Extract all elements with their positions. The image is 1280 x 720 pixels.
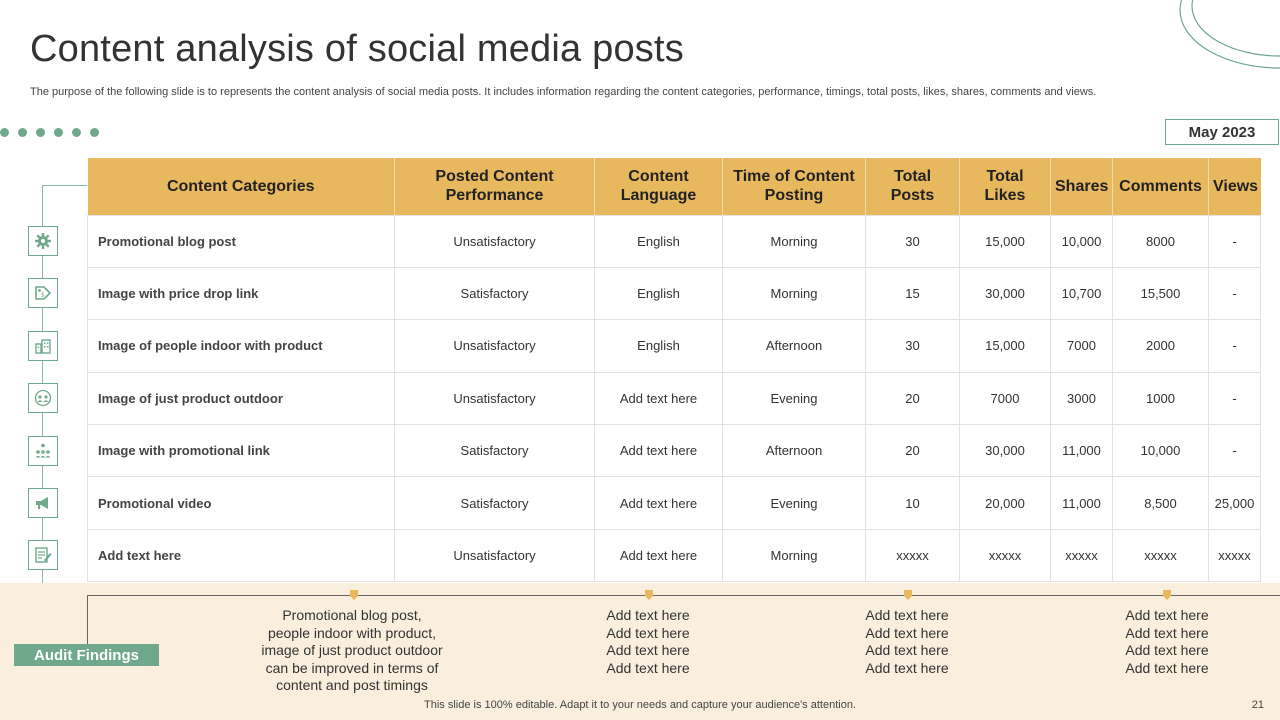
finding-marker-icon	[645, 590, 653, 600]
language-cell: Add text here	[595, 372, 723, 424]
table-row	[88, 267, 1261, 319]
table-row	[88, 215, 1261, 267]
likes-cell: 15,000	[960, 215, 1051, 267]
category-cell: Image of people indoor with product	[88, 320, 395, 372]
finding-line: Add text here	[865, 642, 949, 659]
finding-marker-icon	[1163, 590, 1171, 600]
finding-block	[1087, 607, 1247, 677]
finding-line: Add text here	[865, 607, 949, 623]
comments-cell: xxxxx	[1113, 529, 1209, 581]
views-cell: -	[1209, 372, 1261, 424]
shares-cell: 10,000	[1051, 215, 1113, 267]
page-subtitle: The purpose of the following slide is to represents the content analysis of social media posts. It includes information regarding the content categories, performance, timings, total posts, likes, shares, comments and views.	[30, 86, 1097, 98]
views-cell: -	[1209, 215, 1261, 267]
page-number: 21	[1251, 699, 1264, 711]
column-header: Content Language	[595, 158, 723, 215]
column-header: Total Posts	[866, 158, 960, 215]
category-cell: Promotional blog post	[88, 215, 395, 267]
content-analysis-table	[87, 158, 1261, 582]
time-cell: Morning	[723, 267, 866, 319]
posts-cell: 15	[866, 267, 960, 319]
finding-block	[827, 607, 987, 677]
date-badge: May 2023	[1165, 119, 1279, 145]
comments-cell: 15,500	[1113, 267, 1209, 319]
comments-cell: 1000	[1113, 372, 1209, 424]
gear-icon	[28, 226, 58, 256]
comments-cell: 10,000	[1113, 425, 1209, 477]
category-cell: Image of just product outdoor	[88, 372, 395, 424]
table-row	[88, 477, 1261, 529]
category-cell: Image with promotional link	[88, 425, 395, 477]
time-cell: Evening	[723, 372, 866, 424]
posts-cell: 20	[866, 425, 960, 477]
finding-line: Promotional blog post,	[282, 607, 422, 623]
finding-block	[568, 607, 728, 677]
shares-cell: 11,000	[1051, 477, 1113, 529]
column-header: Shares	[1051, 158, 1113, 215]
icon-connector-branch	[42, 185, 87, 186]
views-cell: -	[1209, 425, 1261, 477]
finding-line: Add text here	[606, 659, 690, 676]
performance-cell: Satisfactory	[395, 477, 595, 529]
category-cell: Add text here	[88, 529, 395, 581]
finding-line: Add text here	[606, 607, 690, 623]
audit-findings-label: Audit Findings	[14, 644, 159, 666]
megaphone-icon	[28, 488, 58, 518]
shares-cell: 3000	[1051, 372, 1113, 424]
finding-line: can be improved in terms of	[265, 659, 439, 676]
finding-line: Add text here	[1125, 624, 1209, 641]
finding-line: image of just product outdoor	[261, 642, 443, 659]
column-header: Posted Content Performance	[395, 158, 595, 215]
language-cell: Add text here	[595, 425, 723, 477]
column-header: Time of Content Posting	[723, 158, 866, 215]
category-cell: Image with price drop link	[88, 267, 395, 319]
shares-cell: 10,700	[1051, 267, 1113, 319]
finding-line: Add text here	[865, 624, 949, 641]
table-row	[88, 425, 1261, 477]
findings-timeline-line	[87, 595, 1280, 596]
column-header: Comments	[1113, 158, 1209, 215]
posts-cell: 20	[866, 372, 960, 424]
time-cell: Afternoon	[723, 425, 866, 477]
table-row	[88, 320, 1261, 372]
posts-cell: 30	[866, 320, 960, 372]
performance-cell: Unsatisfactory	[395, 215, 595, 267]
table-row	[88, 372, 1261, 424]
likes-cell: 20,000	[960, 477, 1051, 529]
performance-cell: Satisfactory	[395, 425, 595, 477]
language-cell: English	[595, 215, 723, 267]
people-network-icon	[28, 436, 58, 466]
decorative-dots	[0, 128, 99, 137]
performance-cell: Unsatisfactory	[395, 372, 595, 424]
views-cell: -	[1209, 267, 1261, 319]
building-icon	[28, 331, 58, 361]
column-header: Total Likes	[960, 158, 1051, 215]
performance-cell: Unsatisfactory	[395, 529, 595, 581]
language-cell: Add text here	[595, 477, 723, 529]
table-row	[88, 529, 1261, 581]
language-cell: English	[595, 320, 723, 372]
shares-cell: 7000	[1051, 320, 1113, 372]
language-cell: Add text here	[595, 529, 723, 581]
likes-cell: 30,000	[960, 425, 1051, 477]
likes-cell: 7000	[960, 372, 1051, 424]
category-cell: Promotional video	[88, 477, 395, 529]
comments-cell: 8,500	[1113, 477, 1209, 529]
finding-marker-icon	[350, 590, 358, 600]
team-cycle-icon	[28, 383, 58, 413]
posts-cell: 10	[866, 477, 960, 529]
posts-cell: xxxxx	[866, 529, 960, 581]
performance-cell: Unsatisfactory	[395, 320, 595, 372]
finding-line: Add text here	[865, 659, 949, 676]
finding-line: Add text here	[606, 642, 690, 659]
finding-marker-icon	[904, 590, 912, 600]
time-cell: Morning	[723, 215, 866, 267]
footer-note: This slide is 100% editable. Adapt it to your needs and capture your audience's attention.	[424, 699, 856, 711]
comments-cell: 8000	[1113, 215, 1209, 267]
likes-cell: xxxxx	[960, 529, 1051, 581]
comments-cell: 2000	[1113, 320, 1209, 372]
page-title: Content analysis of social media posts	[30, 28, 684, 70]
time-cell: Afternoon	[723, 320, 866, 372]
likes-cell: 15,000	[960, 320, 1051, 372]
views-cell: xxxxx	[1209, 529, 1261, 581]
price-tag-icon	[28, 278, 58, 308]
shares-cell: xxxxx	[1051, 529, 1113, 581]
time-cell: Evening	[723, 477, 866, 529]
views-cell: -	[1209, 320, 1261, 372]
views-cell: 25,000	[1209, 477, 1261, 529]
finding-line: Add text here	[1125, 607, 1209, 623]
finding-line: content and post timings	[276, 677, 428, 694]
findings-timeline-connector	[87, 595, 88, 645]
time-cell: Morning	[723, 529, 866, 581]
document-edit-icon	[28, 540, 58, 570]
finding-line: Add text here	[606, 624, 690, 641]
finding-line: Add text here	[1125, 659, 1209, 676]
column-header: Content Categories	[88, 158, 395, 215]
language-cell: English	[595, 267, 723, 319]
svg-text:$: $	[41, 291, 45, 299]
likes-cell: 30,000	[960, 267, 1051, 319]
table-header-row	[88, 158, 1261, 215]
column-header: Views	[1209, 158, 1261, 215]
decorative-arcs	[1170, 0, 1280, 80]
finding-line: Add text here	[1125, 642, 1209, 659]
shares-cell: 11,000	[1051, 425, 1113, 477]
posts-cell: 30	[866, 215, 960, 267]
finding-block	[232, 607, 472, 695]
performance-cell: Satisfactory	[395, 267, 595, 319]
finding-line: people indoor with product,	[267, 624, 437, 641]
